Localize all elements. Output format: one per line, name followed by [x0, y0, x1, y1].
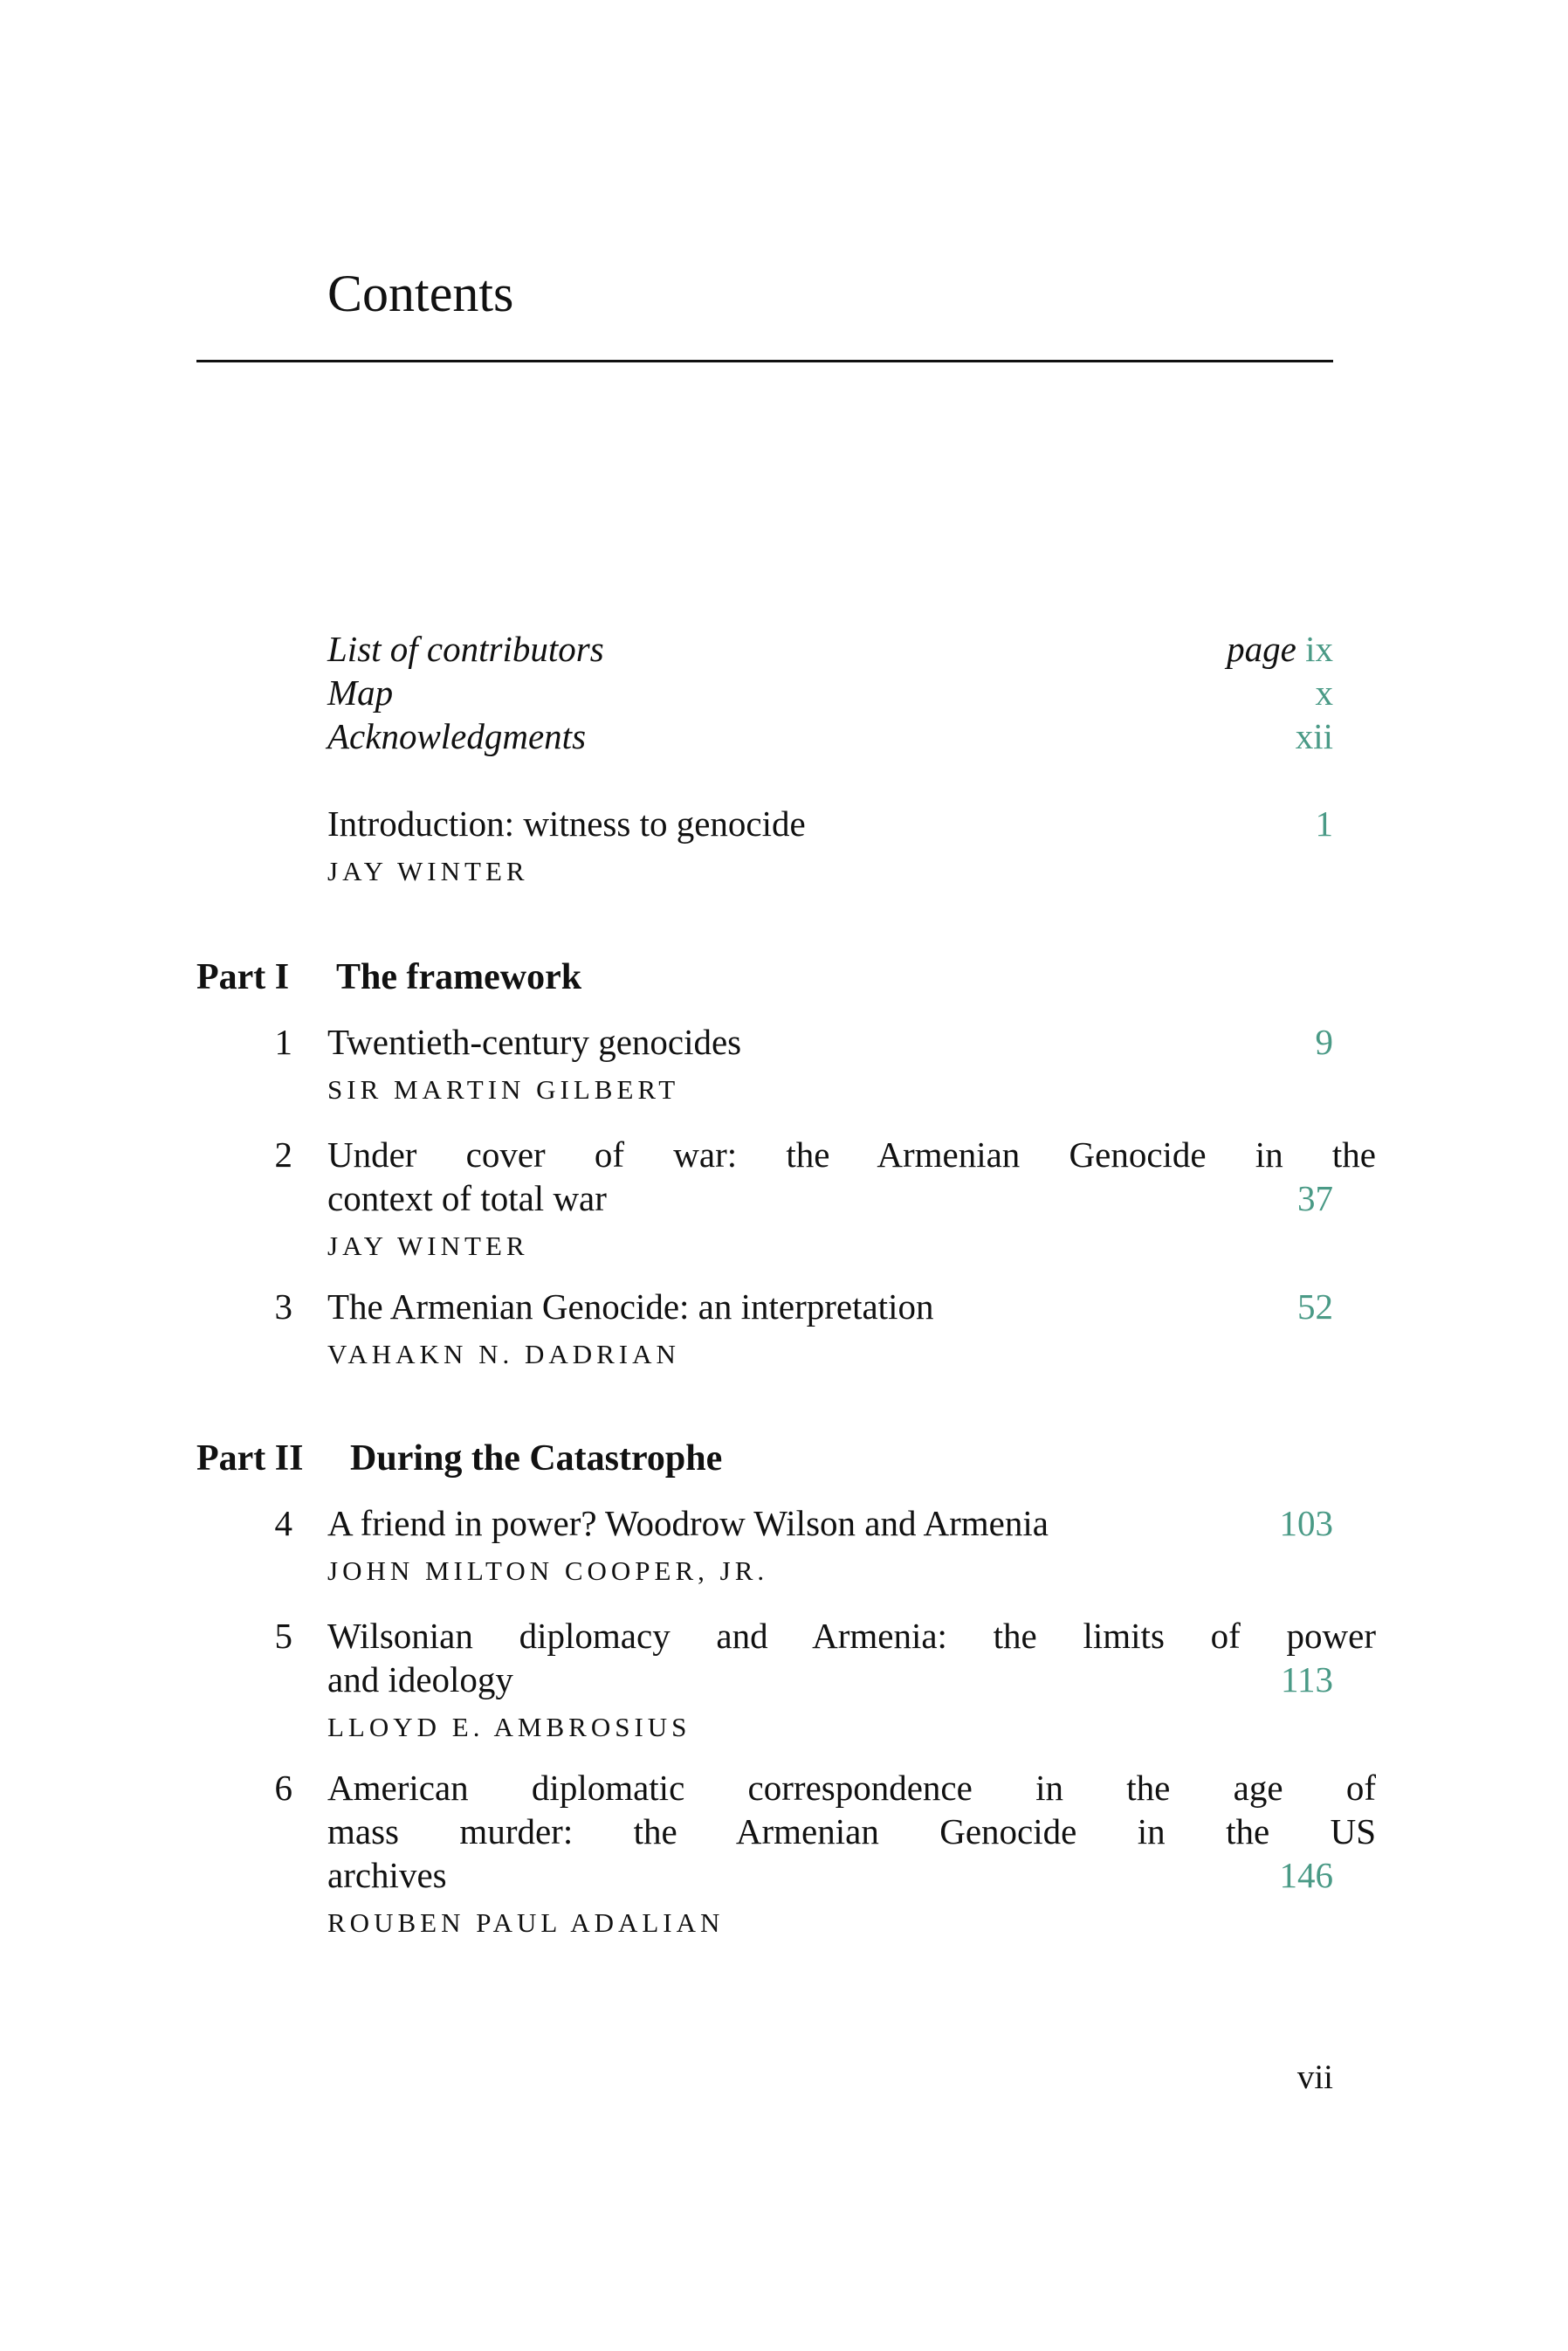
chapter-title-line: Wilsonian diplomacy and Armenia: the limits of power: [327, 1616, 1376, 1656]
page-number: 103: [1279, 1503, 1333, 1543]
chapter-number: 3: [274, 1286, 292, 1327]
chapter-title-line: The Armenian Genocide: an interpretation: [327, 1286, 934, 1327]
title-rule: [196, 360, 1333, 362]
folio-page-number: vii: [1296, 2058, 1333, 2096]
page-number: ix: [1305, 629, 1333, 669]
page-prefix: page: [1227, 629, 1296, 669]
front-matter-label: Map: [327, 672, 394, 713]
part-label: Part II: [196, 1438, 304, 1479]
page-number: 1: [1315, 803, 1333, 844]
chapter-number: 2: [274, 1134, 292, 1175]
chapter-title-line: Under cover of war: the Armenian Genocide in the: [327, 1134, 1376, 1175]
chapter-author: ROUBEN PAUL ADALIAN: [327, 1907, 725, 1938]
introduction-title: Introduction: witness to genocide: [327, 803, 806, 844]
chapter-author: JAY WINTER: [327, 1231, 529, 1261]
page-title: Contents: [327, 265, 514, 322]
chapter-author: LLOYD E. AMBROSIUS: [327, 1712, 691, 1742]
page-number: 146: [1279, 1855, 1333, 1895]
chapter-number: 5: [274, 1616, 292, 1656]
chapter-title-line: Twentieth-century genocides: [327, 1022, 742, 1062]
chapter-author: SIR MARTIN GILBERT: [327, 1074, 680, 1105]
chapter-author: JAY WINTER: [327, 856, 529, 886]
chapter-title-line: context of total war: [327, 1178, 607, 1218]
page-number: 52: [1297, 1286, 1333, 1327]
chapter-number: 4: [274, 1503, 292, 1543]
chapter-title: [327, 1766, 1375, 1897]
part-label: Part I: [196, 957, 290, 997]
chapter-title: [327, 1133, 1375, 1220]
page-number: x: [1315, 672, 1333, 713]
chapter-title: [327, 1285, 1375, 1328]
chapter-title-line: archives: [327, 1855, 447, 1895]
front-matter-label: List of contributors: [327, 629, 604, 669]
chapter-title-line: and ideology: [327, 1659, 513, 1699]
chapter-number: 1: [274, 1022, 292, 1062]
part-title: The framework: [336, 957, 582, 997]
chapter-number: 6: [274, 1768, 292, 1808]
chapter-title-line: American diplomatic correspondence in the age of: [327, 1768, 1376, 1808]
chapter-author: VAHAKN N. DADRIAN: [327, 1339, 680, 1369]
front-matter-item: [327, 627, 1333, 671]
chapter-title: [327, 1501, 1375, 1545]
front-matter-item: [327, 671, 1333, 714]
part-title: During the Catastrophe: [350, 1438, 723, 1479]
chapter-title: [327, 1020, 1375, 1064]
page-number: 37: [1297, 1178, 1333, 1218]
front-matter-item: [327, 714, 1333, 758]
page-number: 9: [1315, 1022, 1333, 1062]
front-matter-label: Acknowledgments: [327, 716, 587, 756]
chapter-title-line: A friend in power? Woodrow Wilson and Armenia: [327, 1503, 1049, 1543]
page-number: xii: [1295, 716, 1333, 756]
page-number: 113: [1281, 1659, 1333, 1699]
introduction-entry: [327, 802, 1333, 845]
chapter-author: JOHN MILTON COOPER, JR.: [327, 1555, 769, 1586]
chapter-title: [327, 1614, 1375, 1701]
chapter-title-line: mass murder: the Armenian Genocide in the US: [327, 1811, 1376, 1851]
